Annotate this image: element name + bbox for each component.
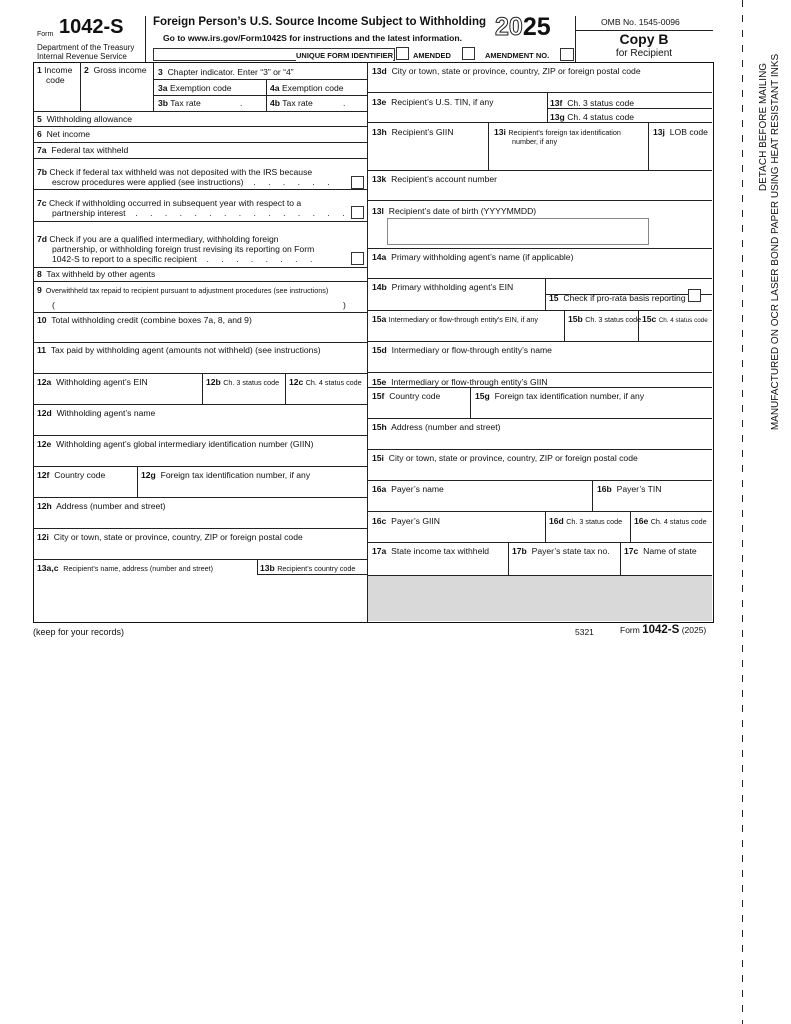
box-17c-label: 17c Name of state	[624, 546, 697, 556]
amendment-number-label: AMENDMENT NO.	[485, 51, 550, 60]
box-7d-label: 7d Check if you are a qualified intermediary, withholding foreign	[37, 234, 279, 244]
box-13b-label: 13b Recipient’s country code	[260, 563, 356, 573]
box-4b-decimal: .	[343, 98, 346, 108]
irs-name: Internal Revenue Service	[37, 52, 127, 61]
box-7c-label-cont: partnership interest . . . . . . . . . . . . . . .	[52, 208, 350, 218]
box-16b-label: 16b Payer’s TIN	[597, 484, 662, 494]
box-13g-label: 13g Ch. 4 status code	[550, 112, 635, 122]
box-11-label: 11 Tax paid by withholding agent (amounts not withheld) (see instructions)	[37, 345, 321, 355]
box-2-label: 2 Gross income	[84, 65, 147, 75]
box-12c-label: 12c Ch. 4 status code	[289, 377, 362, 387]
box-7b-label-cont: escrow procedures were applied (see instructions) . . . . . .	[52, 177, 335, 187]
omb-number: OMB No. 1545-0096	[601, 17, 680, 27]
box-9-paren-open: (	[52, 300, 55, 310]
box-7c-label: 7c Check if withholding occurred in subsequent year with respect to a	[37, 198, 302, 208]
box-13i-label-cont: number, if any	[512, 137, 558, 146]
box-15h-label: 15h Address (number and street)	[372, 422, 501, 432]
unique-id-box[interactable]	[396, 47, 409, 60]
box-7b-label: 7b Check if federal tax withheld was not deposited with the IRS because	[37, 167, 313, 177]
tax-year: 2025	[495, 13, 551, 41]
copy-label: Copy B	[619, 31, 669, 47]
box-15d-label: 15d Intermediary or flow-through entity’s name	[372, 345, 552, 355]
amended-label: AMENDED	[413, 51, 451, 60]
box-13d-label: 13d City or town, state or province, country, ZIP or foreign postal code	[372, 66, 641, 76]
footer-form-id: Form 1042-S (2025)	[620, 624, 707, 636]
box-13f-label: 13f Ch. 3 status code	[550, 98, 635, 108]
for-recipient-label: for Recipient	[615, 48, 673, 59]
box-13j-label: 13j LOB code	[653, 127, 708, 137]
box-13e-label: 13e Recipient’s U.S. TIN, if any	[372, 97, 494, 107]
box-4b-label: 4b Tax rate	[270, 98, 313, 108]
box-9-paren-close: )	[343, 300, 346, 310]
form-title: Foreign Person’s U.S. Source Income Subject to Withholding	[153, 16, 487, 28]
box-12h-label: 12h Address (number and street)	[37, 501, 166, 511]
catalog-number: 5321	[575, 627, 594, 637]
box-15f-label: 15f Country code	[372, 391, 441, 401]
form-prefix: Form	[37, 31, 54, 38]
date-of-birth-field[interactable]	[387, 218, 649, 245]
box-12i-label: 12i City or town, state or province, country, ZIP or foreign postal code	[37, 532, 303, 542]
box-13l-label: 13l Recipient’s date of birth (YYYYMMDD)	[372, 206, 537, 216]
dept-treasury: Department of the Treasury	[37, 43, 135, 52]
box-12d-label: 12d Withholding agent’s name	[37, 408, 156, 418]
box-12a-label: 12a Withholding agent’s EIN	[37, 377, 148, 387]
box-16c-label: 16c Payer’s GIIN	[372, 516, 440, 526]
box-7c-checkbox[interactable]	[351, 206, 364, 219]
box-15c-label: 15c Ch. 4 status code	[642, 314, 708, 324]
box-16a-label: 16a Payer’s name	[372, 484, 444, 494]
amended-checkbox[interactable]	[462, 47, 475, 60]
box-12e-label: 12e Withholding agent’s global intermediary identification number (GIIN)	[37, 439, 314, 449]
side-text-detach: DETACH BEFORE MAILING	[758, 62, 769, 192]
side-text-paper: MANUFACTURED ON OCR LASER BOND PAPER USING HEAT RESISTANT INKS	[770, 53, 781, 431]
box-6-label: 6 Net income	[37, 129, 91, 139]
box-13i-label: 13i Recipient’s foreign tax identification	[494, 127, 621, 137]
box-15g-label: 15g Foreign tax identification number, if any	[475, 391, 645, 401]
box-10-label: 10 Total withholding credit (combine boxes 7a, 8, and 9)	[37, 315, 252, 325]
box-13k-label: 13k Recipient’s account number	[372, 174, 498, 184]
box-15a-label: 15a Intermediary or flow-through entity’s EIN, if any	[372, 314, 539, 324]
box-5-label: 5 Withholding allowance	[37, 114, 133, 124]
box-15-label: 15 Check if pro-rata basis reporting	[549, 293, 686, 303]
box-7d-label-cont2: 1042-S to report to a specific recipient . . . . . . . .	[52, 254, 318, 264]
box-13ac-label: 13a,c Recipient’s name, address (number and street)	[37, 563, 213, 573]
box-8-label: 8 Tax withheld by other agents	[37, 269, 156, 279]
box-1-label-cont: code	[46, 75, 65, 85]
detach-cut-line	[742, 0, 743, 1024]
box-12f-label: 12f Country code	[37, 470, 106, 480]
unique-id-label: UNIQUE FORM IDENTIFIER	[296, 51, 394, 60]
box-15b-label: 15b Ch. 3 status code	[568, 314, 642, 324]
box-14b-label: 14b Primary withholding agent’s EIN	[372, 282, 514, 292]
box-17b-label: 17b Payer’s state tax no.	[512, 546, 610, 556]
box-1-label: 1 Income	[37, 65, 73, 75]
box-3b-decimal: .	[240, 98, 243, 108]
box-7b-checkbox[interactable]	[351, 176, 364, 189]
box-7a-label: 7a Federal tax withheld	[37, 145, 129, 155]
box-3b-label: 3b Tax rate	[158, 98, 201, 108]
box-15-checkbox[interactable]	[688, 289, 701, 302]
box-4a-label: 4a Exemption code	[270, 83, 344, 93]
box-12b-label: 12b Ch. 3 status code	[206, 377, 280, 387]
box-7d-checkbox[interactable]	[351, 252, 364, 265]
box-9-label: 9 Overwithheld tax repaid to recipient pursuant to adjustment procedures (see instructions)	[37, 285, 329, 295]
amendment-number-field[interactable]	[560, 48, 574, 61]
form-number: 1042-S	[59, 16, 124, 38]
instructions-url: Go to www.irs.gov/Form1042S for instructions and the latest information.	[163, 33, 463, 43]
box-12g-label: 12g Foreign tax identification number, if any	[141, 470, 311, 480]
keep-for-records: (keep for your records)	[33, 627, 125, 637]
box-15i-label: 15i City or town, state or province, country, ZIP or foreign postal code	[372, 453, 638, 463]
shaded-area	[368, 576, 712, 621]
box-14a-label: 14a Primary withholding agent’s name (if applicable)	[372, 252, 574, 262]
box-16e-label: 16e Ch. 4 status code	[634, 516, 707, 526]
box-16d-label: 16d Ch. 3 status code	[549, 516, 623, 526]
box-7d-label-cont: partnership, or withholding foreign trust revising its reporting on Form	[52, 244, 315, 254]
box-3-label: 3 Chapter indicator. Enter “3” or “4”	[158, 67, 294, 77]
box-15e-label: 15e Intermediary or flow-through entity’s GIIN	[372, 377, 548, 387]
box-13h-label: 13h Recipient’s GIIN	[372, 127, 454, 137]
box-17a-label: 17a State income tax withheld	[372, 546, 490, 556]
box-3a-label: 3a Exemption code	[158, 83, 232, 93]
